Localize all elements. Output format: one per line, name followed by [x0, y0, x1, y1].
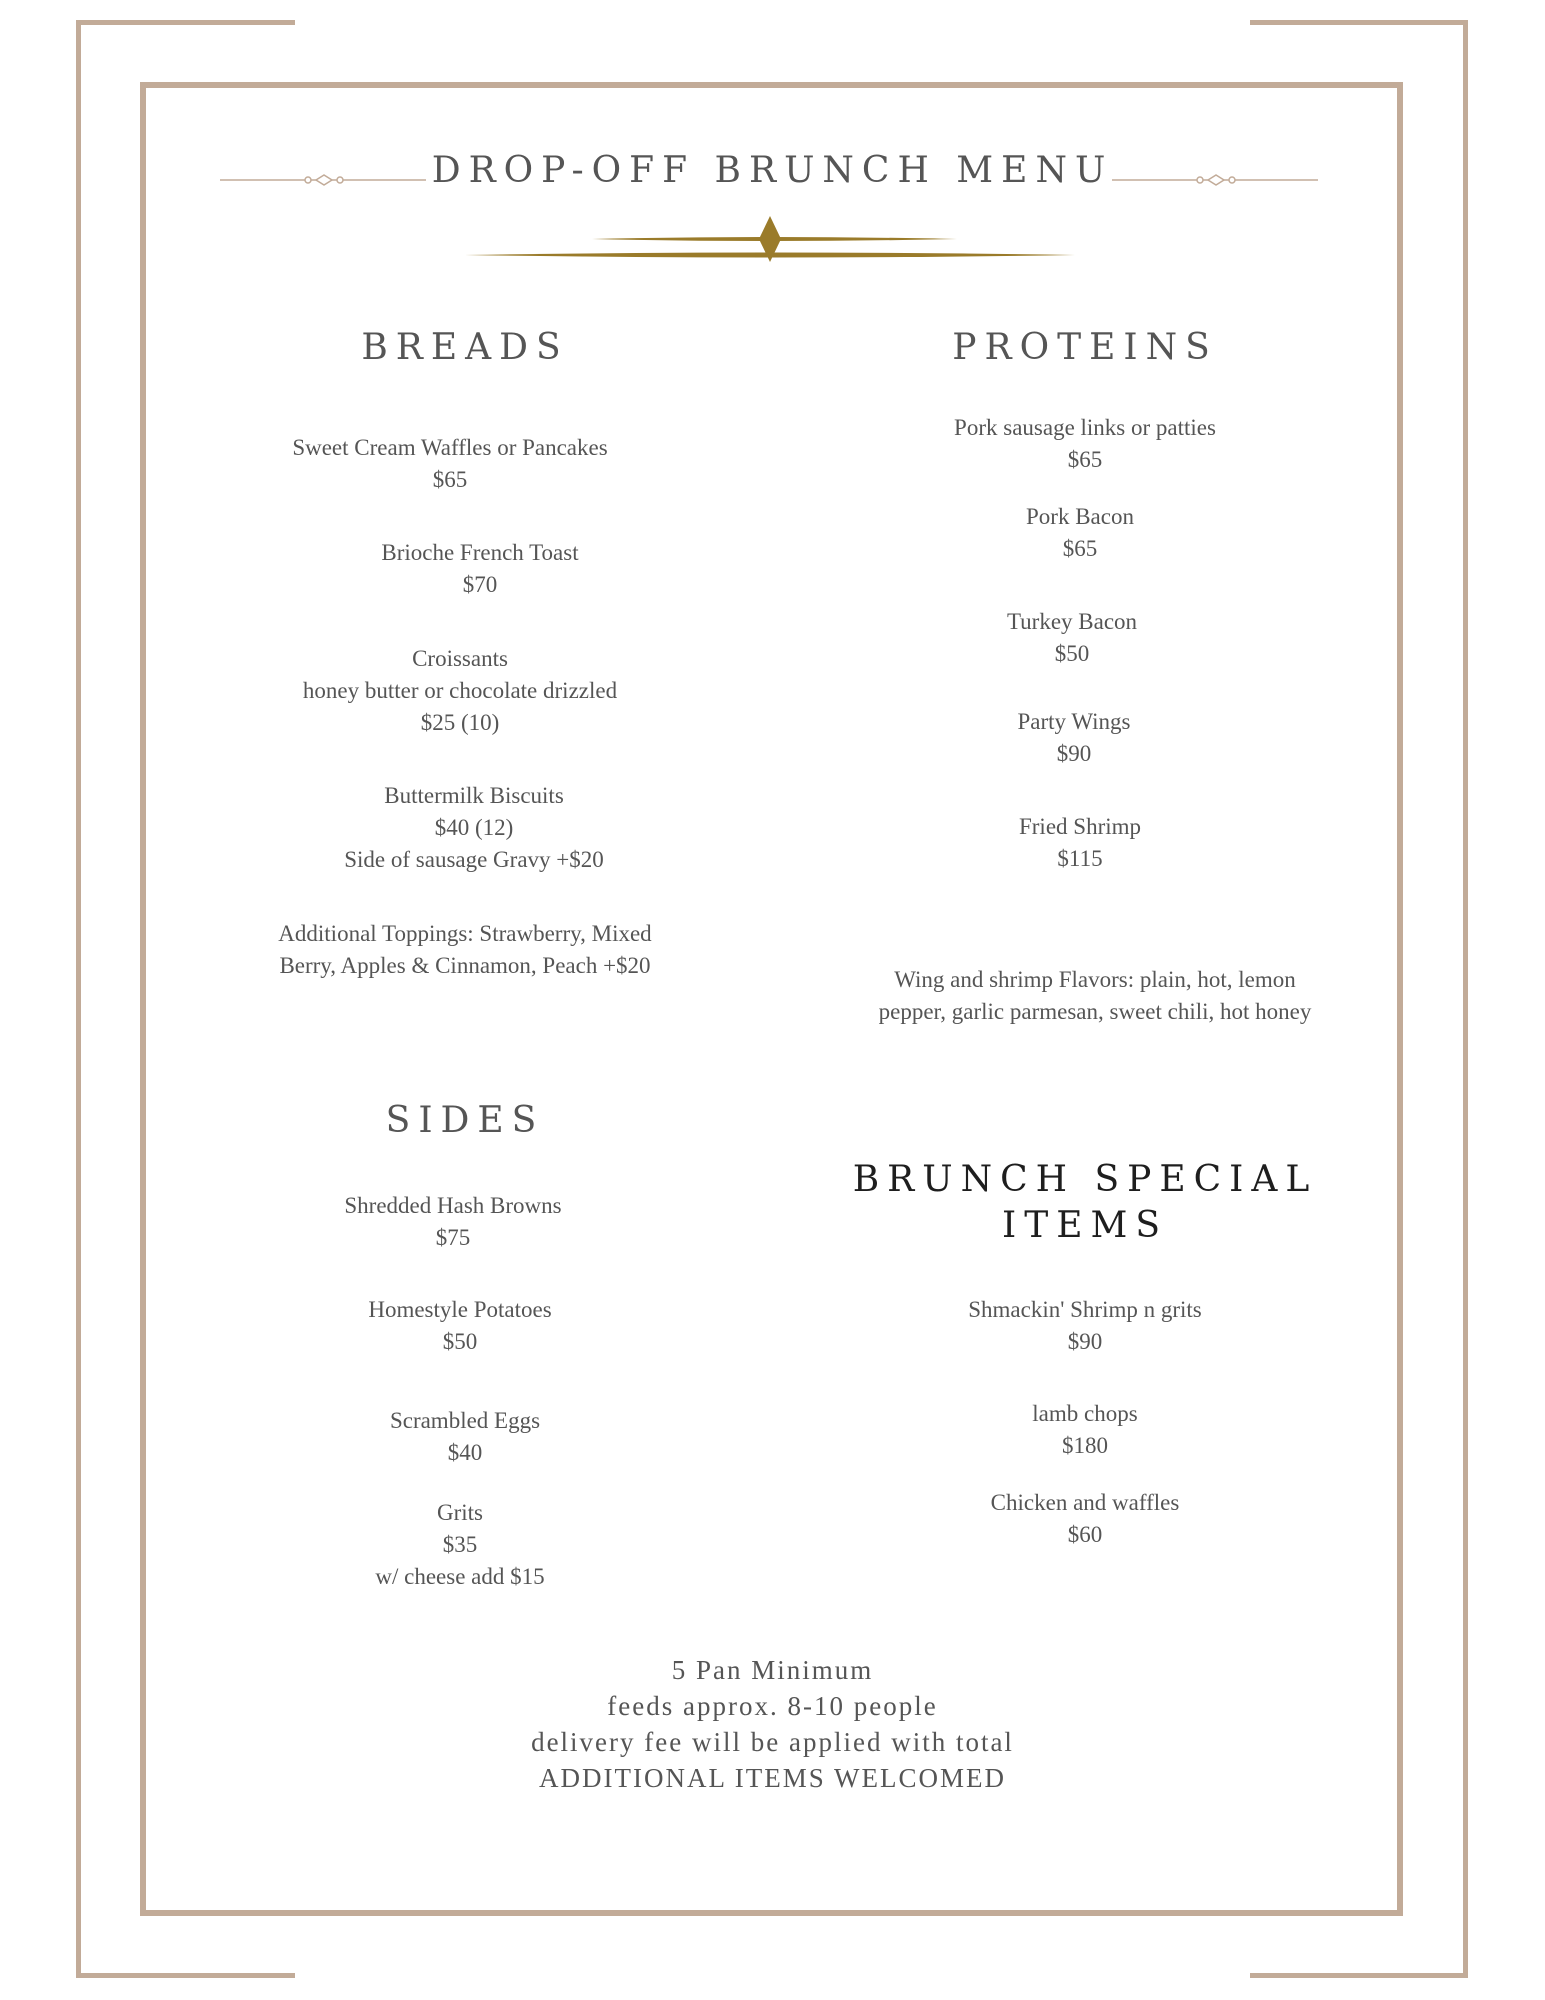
item-name: Chicken and waffles: [990, 1490, 1180, 1515]
item-price: $40 (12): [434, 815, 514, 840]
item-price: $25 (10): [420, 710, 500, 735]
footer-delivery-fee: delivery fee will be applied with total: [531, 1727, 1014, 1757]
proteins-item-turkey-bacon: [772, 606, 1372, 670]
item-name: Pork Bacon: [1026, 504, 1134, 529]
sides-item-grits: [160, 1497, 760, 1593]
proteins-item-party-wings: [774, 706, 1374, 770]
footer-additional-items: ADDITIONAL ITEMS WELCOMED: [539, 1763, 1006, 1793]
item-name: Turkey Bacon: [1006, 609, 1138, 634]
breads-item-waffles: [150, 432, 750, 496]
item-name: Shredded Hash Browns: [344, 1193, 562, 1218]
item-name: Shmackin' Shrimp n grits: [968, 1297, 1202, 1322]
sides-item-hash-browns: [153, 1190, 753, 1254]
item-price: $90: [1056, 741, 1092, 766]
breads-heading: BREADS: [361, 327, 569, 368]
proteins-flavors-note: [795, 964, 1395, 1028]
item-price: $115: [1057, 846, 1103, 871]
item-name: lamb chops: [1032, 1401, 1138, 1426]
item-name: Brioche French Toast: [381, 540, 579, 565]
outer-frame-bottom-right: [1250, 1973, 1468, 1978]
sides-heading: SIDES: [385, 1100, 545, 1141]
specials-heading-line-1: BRUNCH SPECIAL: [852, 1159, 1318, 1200]
breads-toppings-note: [165, 918, 765, 982]
item-price: $40: [447, 1440, 483, 1465]
toppings-line-1: Additional Toppings: Strawberry, Mixed: [278, 921, 652, 946]
proteins-item-sausage: [785, 412, 1385, 476]
flavors-line-1: Wing and shrimp Flavors: plain, hot, lemon: [894, 967, 1296, 992]
item-description: honey butter or chocolate drizzled: [302, 678, 618, 703]
item-price: $180: [1062, 1433, 1108, 1458]
title-container: [0, 150, 1545, 191]
footer-serving-size: feeds approx. 8-10 people: [607, 1691, 938, 1721]
item-name: Buttermilk Biscuits: [384, 783, 564, 808]
item-price: $65: [1067, 447, 1103, 472]
page-title: DROP-OFF BRUNCH MENU: [431, 150, 1114, 191]
outer-frame-bottom-left: [76, 1973, 295, 1978]
breads-item-croissants: [160, 643, 760, 739]
footer-minimum: 5 Pan Minimum: [671, 1655, 874, 1685]
item-name: Sweet Cream Waffles or Pancakes: [292, 435, 608, 460]
item-price: $65: [1062, 536, 1098, 561]
gold-divider-ornament: [465, 214, 1075, 264]
item-name: Homestyle Potatoes: [368, 1297, 552, 1322]
item-price: $60: [1067, 1522, 1103, 1547]
item-price: $90: [1067, 1329, 1103, 1354]
item-price: $35: [442, 1532, 478, 1557]
item-addon: Side of sausage Gravy +$20: [344, 847, 604, 872]
item-price: $65: [432, 467, 468, 492]
proteins-item-pork-bacon: [780, 501, 1380, 565]
item-name: Scrambled Eggs: [389, 1408, 541, 1433]
sides-item-potatoes: [160, 1294, 760, 1358]
proteins-heading: PROTEINS: [952, 327, 1218, 368]
item-price: $70: [462, 572, 498, 597]
specials-item-shrimp-grits: [785, 1294, 1385, 1358]
item-price: $50: [442, 1329, 478, 1354]
item-name: Croissants: [412, 646, 508, 671]
breads-item-french-toast: [180, 537, 780, 601]
item-price: $50: [1054, 641, 1090, 666]
proteins-item-fried-shrimp: [780, 811, 1380, 875]
flavors-line-2: pepper, garlic parmesan, sweet chili, hot honey: [878, 999, 1312, 1024]
item-addon: w/ cheese add $15: [375, 1564, 545, 1589]
item-name: Grits: [437, 1500, 483, 1525]
breads-item-biscuits: [174, 780, 774, 876]
item-name: Pork sausage links or patties: [954, 415, 1216, 440]
specials-heading-line-2: ITEMS: [1001, 1205, 1169, 1246]
item-name: Party Wings: [1017, 709, 1131, 734]
toppings-line-2: Berry, Apples & Cinnamon, Peach +$20: [279, 953, 651, 978]
specials-item-lamb-chops: [785, 1398, 1385, 1462]
specials-item-chicken-waffles: [785, 1487, 1385, 1551]
outer-frame-top-right: [1250, 20, 1468, 25]
item-price: $75: [435, 1225, 471, 1250]
specials-heading: [785, 1157, 1385, 1249]
item-name: Fried Shrimp: [1018, 814, 1142, 839]
footer-notes: [0, 1652, 1545, 1796]
sides-item-scrambled-eggs: [165, 1405, 765, 1469]
outer-frame-top-left: [76, 20, 295, 25]
